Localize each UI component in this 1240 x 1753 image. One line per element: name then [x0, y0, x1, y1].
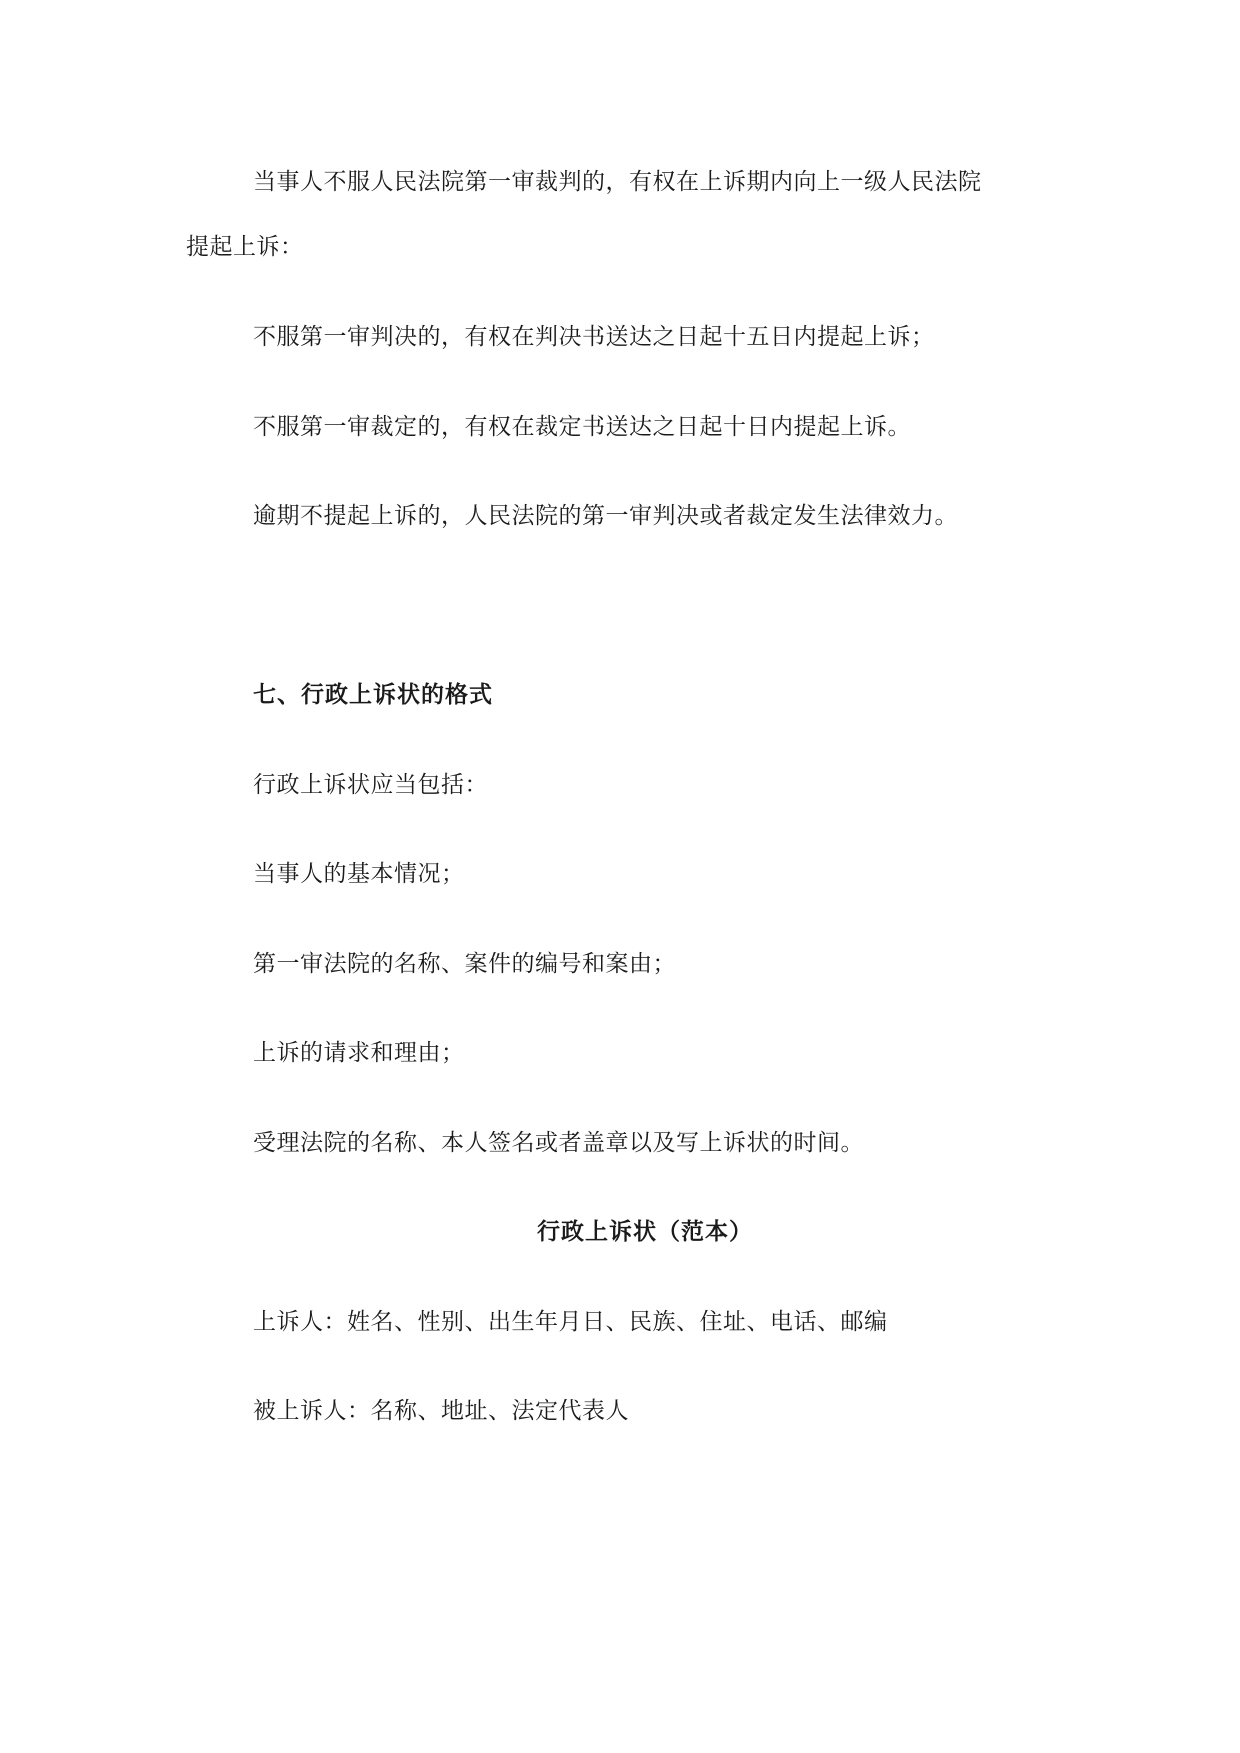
- paragraph-appeal-right-line2: 提起上诉：: [186, 234, 304, 260]
- section-heading: 七、行政上诉状的格式: [253, 682, 493, 708]
- list-item-party-info: 当事人的基本情况；: [253, 861, 465, 887]
- paragraph-appeal-right-line1: 当事人不服人民法院第一审裁判的，有权在上诉期内向上一级人民法院: [253, 169, 982, 195]
- paragraph-judgment-deadline: 不服第一审判决的，有权在判决书送达之日起十五日内提起上诉；: [253, 324, 935, 350]
- paragraph-overdue-effect: 逾期不提起上诉的，人民法院的第一审判决或者裁定发生法律效力。: [253, 503, 958, 529]
- paragraph-contents-intro: 行政上诉状应当包括：: [253, 772, 488, 798]
- sample-title: 行政上诉状（范本）: [537, 1219, 753, 1245]
- appellant-line: 上诉人：姓名、性别、出生年月日、民族、住址、电话、邮编: [253, 1309, 888, 1335]
- list-item-court-case: 第一审法院的名称、案件的编号和案由；: [253, 951, 676, 977]
- list-item-court-signature-date: 受理法院的名称、本人签名或者盖章以及写上诉状的时间。: [253, 1130, 864, 1156]
- appellee-line: 被上诉人：名称、地址、法定代表人: [253, 1398, 629, 1424]
- list-item-claims-reasons: 上诉的请求和理由；: [253, 1040, 465, 1066]
- paragraph-ruling-deadline: 不服第一审裁定的，有权在裁定书送达之日起十日内提起上诉。: [253, 414, 911, 440]
